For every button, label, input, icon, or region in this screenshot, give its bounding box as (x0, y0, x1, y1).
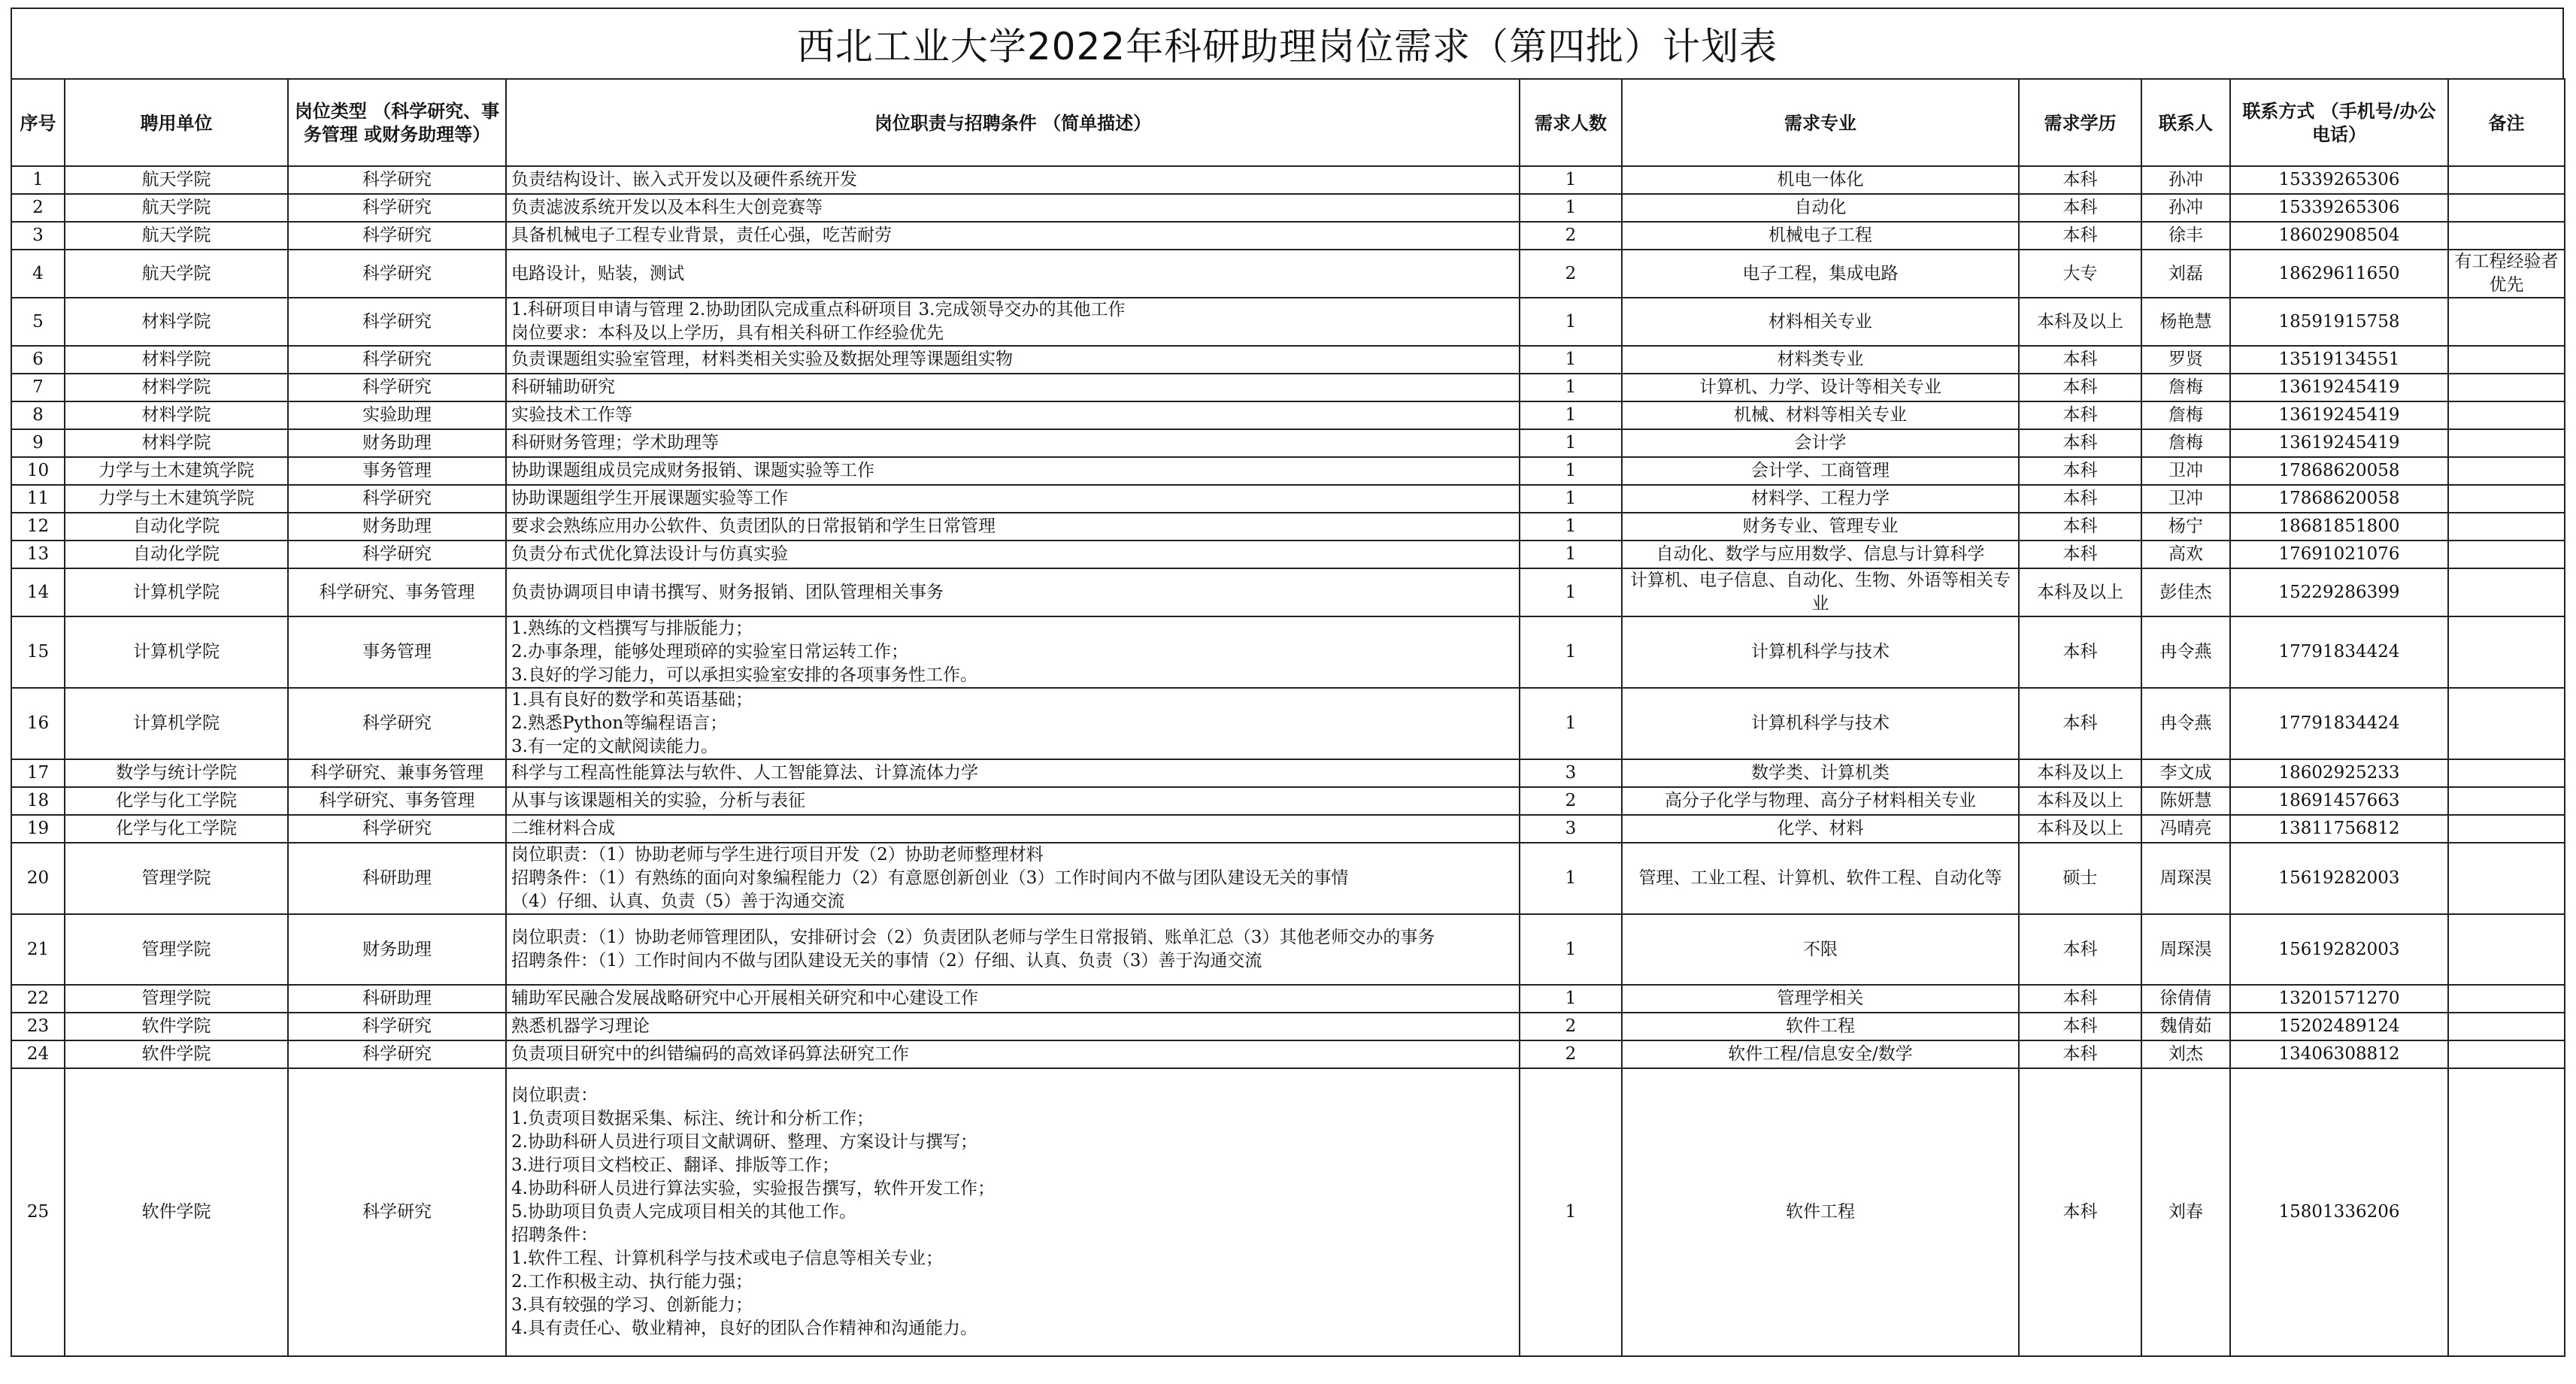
cell-contact: 冉令燕 (2141, 688, 2230, 759)
cell-remark (2448, 914, 2565, 985)
cell-major: 管理学相关 (1622, 985, 2019, 1013)
cell-type: 科学研究、事务管理 (288, 787, 506, 815)
table-row (11, 1013, 2565, 1040)
cell-degree: 本科及以上 (2019, 759, 2141, 787)
cell-remark (2448, 166, 2565, 194)
cell-type: 科学研究 (288, 1013, 506, 1040)
cell-type: 科学研究 (288, 815, 506, 843)
cell-index: 1 (11, 166, 65, 194)
cell-index: 10 (11, 457, 65, 485)
cell-remark (2448, 485, 2565, 513)
cell-unit: 自动化学院 (65, 513, 288, 541)
cell-duties: 1.具有良好的数学和英语基础； 2.熟悉Python等编程语言； 3.有一定的文献阅读能力。 (506, 688, 1520, 759)
cell-degree: 本科 (2019, 1013, 2141, 1040)
cell-degree: 本科 (2019, 429, 2141, 457)
cell-index: 2 (11, 194, 65, 222)
cell-phone: 18681851800 (2230, 513, 2448, 541)
cell-major: 材料相关专业 (1622, 298, 2019, 346)
cell-count: 1 (1520, 1068, 1622, 1356)
cell-unit: 化学与化工学院 (65, 787, 288, 815)
cell-unit: 航天学院 (65, 250, 288, 298)
cell-duties: 实验技术工作等 (506, 401, 1520, 429)
cell-index: 19 (11, 815, 65, 843)
cell-contact: 杨艳慧 (2141, 298, 2230, 346)
cell-phone: 17868620058 (2230, 457, 2448, 485)
cell-contact: 詹梅 (2141, 374, 2230, 401)
cell-count: 1 (1520, 194, 1622, 222)
cell-unit: 软件学院 (65, 1068, 288, 1356)
cell-unit: 力学与土木建筑学院 (65, 485, 288, 513)
cell-remark (2448, 541, 2565, 568)
cell-index: 4 (11, 250, 65, 298)
cell-contact: 徐丰 (2141, 222, 2230, 250)
table-row (11, 346, 2565, 374)
cell-contact: 周琛淏 (2141, 843, 2230, 914)
cell-type: 科学研究 (288, 485, 506, 513)
cell-major: 会计学 (1622, 429, 2019, 457)
cell-unit: 软件学院 (65, 1040, 288, 1068)
cell-type: 科学研究 (288, 374, 506, 401)
cell-index: 17 (11, 759, 65, 787)
cell-remark (2448, 429, 2565, 457)
cell-type: 科学研究 (288, 298, 506, 346)
cell-remark (2448, 457, 2565, 485)
table-row (11, 222, 2565, 250)
cell-degree: 本科 (2019, 485, 2141, 513)
table-row (11, 759, 2565, 787)
cell-type: 科学研究 (288, 346, 506, 374)
cell-unit: 管理学院 (65, 914, 288, 985)
cell-phone: 15619282003 (2230, 914, 2448, 985)
table-row (11, 457, 2565, 485)
cell-degree: 本科 (2019, 222, 2141, 250)
cell-contact: 魏倩茹 (2141, 1013, 2230, 1040)
cell-duties: 负责分布式优化算法设计与仿真实验 (506, 541, 1520, 568)
cell-remark (2448, 1013, 2565, 1040)
cell-degree: 本科 (2019, 688, 2141, 759)
cell-contact: 高欢 (2141, 541, 2230, 568)
cell-degree: 本科 (2019, 374, 2141, 401)
table-row (11, 401, 2565, 429)
header-row (11, 79, 2565, 166)
cell-count: 1 (1520, 843, 1622, 914)
cell-count: 1 (1520, 688, 1622, 759)
table-row (11, 985, 2565, 1013)
cell-unit: 计算机学院 (65, 688, 288, 759)
cell-duties: 负责课题组实验室管理，材料类相关实验及数据处理等课题组实物 (506, 346, 1520, 374)
cell-type: 科研助理 (288, 985, 506, 1013)
cell-count: 1 (1520, 429, 1622, 457)
cell-phone: 15801336206 (2230, 1068, 2448, 1356)
cell-duties: 协助课题组学生开展课题实验等工作 (506, 485, 1520, 513)
cell-index: 7 (11, 374, 65, 401)
table-row (11, 787, 2565, 815)
cell-phone: 18629611650 (2230, 250, 2448, 298)
cell-major: 计算机科学与技术 (1622, 688, 2019, 759)
cell-unit: 管理学院 (65, 843, 288, 914)
table-row (11, 616, 2565, 688)
table-row (11, 1040, 2565, 1068)
cell-phone: 17791834424 (2230, 688, 2448, 759)
cell-index: 20 (11, 843, 65, 914)
cell-remark (2448, 815, 2565, 843)
cell-index: 8 (11, 401, 65, 429)
cell-major: 软件工程/信息安全/数学 (1622, 1040, 2019, 1068)
cell-type: 实验助理 (288, 401, 506, 429)
cell-phone: 17868620058 (2230, 485, 2448, 513)
cell-duties: 熟悉机器学习理论 (506, 1013, 1520, 1040)
table-row (11, 815, 2565, 843)
cell-count: 1 (1520, 568, 1622, 616)
cell-duties: 具备机械电子工程专业背景，责任心强，吃苦耐劳 (506, 222, 1520, 250)
cell-unit: 力学与土木建筑学院 (65, 457, 288, 485)
header-cell-count: 需求人数 (1520, 79, 1622, 166)
table-row (11, 513, 2565, 541)
table-row (11, 250, 2565, 298)
spreadsheet (11, 8, 2564, 1357)
cell-major: 不限 (1622, 914, 2019, 985)
cell-duties: 1.熟练的文档撰写与排版能力； 2.办事条理，能够处理琐碎的实验室日常运转工作； 3.良好的学习能力，可以承担实验室安排的各项事务性工作。 (506, 616, 1520, 688)
cell-count: 1 (1520, 513, 1622, 541)
table-row (11, 843, 2565, 914)
cell-contact: 卫冲 (2141, 485, 2230, 513)
cell-major: 机械、材料等相关专业 (1622, 401, 2019, 429)
cell-duties: 负责滤波系统开发以及本科生大创竞赛等 (506, 194, 1520, 222)
cell-index: 15 (11, 616, 65, 688)
cell-remark (2448, 759, 2565, 787)
cell-count: 1 (1520, 616, 1622, 688)
header-cell-major: 需求专业 (1622, 79, 2019, 166)
cell-major: 计算机、力学、设计等相关专业 (1622, 374, 2019, 401)
cell-major: 自动化、数学与应用数学、信息与计算科学 (1622, 541, 2019, 568)
table-row (11, 166, 2565, 194)
cell-phone: 15202489124 (2230, 1013, 2448, 1040)
header-cell-contact: 联系人 (2141, 79, 2230, 166)
cell-type: 科学研究 (288, 688, 506, 759)
cell-remark (2448, 688, 2565, 759)
cell-count: 2 (1520, 1040, 1622, 1068)
header-cell-degree: 需求学历 (2019, 79, 2141, 166)
cell-contact: 刘磊 (2141, 250, 2230, 298)
table-row (11, 298, 2565, 346)
cell-index: 25 (11, 1068, 65, 1356)
cell-duties: 岗位职责：（1）协助老师与学生进行项目开发（2）协助老师整理材料 招聘条件：（1）有熟练的面向对象编程能力（2）有意愿创新创业（3）工作时间内不做与团队建设无关的事情 （4）仔细、认真、负责（5）善于沟通交流 (506, 843, 1520, 914)
cell-contact: 杨宁 (2141, 513, 2230, 541)
cell-phone: 13619245419 (2230, 401, 2448, 429)
cell-duties: 电路设计，贴装，测试 (506, 250, 1520, 298)
cell-major: 管理、工业工程、计算机、软件工程、自动化等 (1622, 843, 2019, 914)
cell-unit: 材料学院 (65, 298, 288, 346)
cell-contact: 孙冲 (2141, 194, 2230, 222)
cell-count: 1 (1520, 298, 1622, 346)
cell-degree: 本科 (2019, 401, 2141, 429)
cell-phone: 18591915758 (2230, 298, 2448, 346)
cell-remark (2448, 346, 2565, 374)
cell-index: 13 (11, 541, 65, 568)
cell-duties: 从事与该课题相关的实验，分析与表征 (506, 787, 1520, 815)
cell-unit: 计算机学院 (65, 616, 288, 688)
cell-remark (2448, 513, 2565, 541)
cell-major: 软件工程 (1622, 1068, 2019, 1356)
header-cell-unit: 聘用单位 (65, 79, 288, 166)
cell-duties: 负责结构设计、嵌入式开发以及硬件系统开发 (506, 166, 1520, 194)
header-cell-index: 序号 (11, 79, 65, 166)
cell-major: 化学、材料 (1622, 815, 2019, 843)
cell-count: 1 (1520, 485, 1622, 513)
table-row (11, 194, 2565, 222)
cell-index: 12 (11, 513, 65, 541)
cell-degree: 大专 (2019, 250, 2141, 298)
cell-degree: 本科 (2019, 1068, 2141, 1356)
cell-unit: 计算机学院 (65, 568, 288, 616)
cell-duties: 协助课题组成员完成财务报销、课题实验等工作 (506, 457, 1520, 485)
cell-index: 16 (11, 688, 65, 759)
cell-contact: 詹梅 (2141, 401, 2230, 429)
cell-count: 2 (1520, 787, 1622, 815)
cell-degree: 本科 (2019, 513, 2141, 541)
cell-degree: 本科 (2019, 194, 2141, 222)
cell-unit: 化学与化工学院 (65, 815, 288, 843)
cell-degree: 本科 (2019, 914, 2141, 985)
cell-contact: 彭佳杰 (2141, 568, 2230, 616)
cell-contact: 罗贤 (2141, 346, 2230, 374)
table-body (11, 166, 2565, 1356)
cell-phone: 13201571270 (2230, 985, 2448, 1013)
cell-count: 3 (1520, 759, 1622, 787)
cell-degree: 本科 (2019, 1040, 2141, 1068)
cell-index: 18 (11, 787, 65, 815)
cell-type: 科学研究、事务管理 (288, 568, 506, 616)
cell-remark (2448, 401, 2565, 429)
cell-unit: 自动化学院 (65, 541, 288, 568)
cell-phone: 18691457663 (2230, 787, 2448, 815)
cell-type: 科学研究、兼事务管理 (288, 759, 506, 787)
cell-index: 22 (11, 985, 65, 1013)
cell-count: 1 (1520, 985, 1622, 1013)
cell-phone: 18602925233 (2230, 759, 2448, 787)
cell-duties: 科研辅助研究 (506, 374, 1520, 401)
cell-type: 财务助理 (288, 429, 506, 457)
cell-contact: 周琛淏 (2141, 914, 2230, 985)
cell-index: 14 (11, 568, 65, 616)
cell-degree: 本科及以上 (2019, 815, 2141, 843)
table-row (11, 485, 2565, 513)
cell-degree: 本科 (2019, 616, 2141, 688)
cell-count: 2 (1520, 222, 1622, 250)
cell-type: 事务管理 (288, 616, 506, 688)
cell-contact: 卫冲 (2141, 457, 2230, 485)
cell-major: 自动化 (1622, 194, 2019, 222)
cell-contact: 刘春 (2141, 1068, 2230, 1356)
cell-unit: 材料学院 (65, 374, 288, 401)
cell-type: 科学研究 (288, 1068, 506, 1356)
cell-count: 1 (1520, 457, 1622, 485)
cell-index: 11 (11, 485, 65, 513)
cell-remark (2448, 616, 2565, 688)
cell-type: 科学研究 (288, 222, 506, 250)
cell-index: 21 (11, 914, 65, 985)
cell-duties: 二维材料合成 (506, 815, 1520, 843)
cell-type: 科学研究 (288, 194, 506, 222)
cell-major: 材料学、工程力学 (1622, 485, 2019, 513)
cell-duties: 科学与工程高性能算法与软件、人工智能算法、计算流体力学 (506, 759, 1520, 787)
cell-degree: 本科及以上 (2019, 298, 2141, 346)
cell-phone: 17791834424 (2230, 616, 2448, 688)
cell-contact: 孙冲 (2141, 166, 2230, 194)
cell-unit: 管理学院 (65, 985, 288, 1013)
cell-type: 科学研究 (288, 250, 506, 298)
cell-remark (2448, 1040, 2565, 1068)
cell-remark (2448, 374, 2565, 401)
cell-index: 23 (11, 1013, 65, 1040)
cell-phone: 15619282003 (2230, 843, 2448, 914)
cell-phone: 13519134551 (2230, 346, 2448, 374)
cell-duties: 负责项目研究中的纠错编码的高效译码算法研究工作 (506, 1040, 1520, 1068)
cell-phone: 13619245419 (2230, 374, 2448, 401)
cell-major: 机械电子工程 (1622, 222, 2019, 250)
table-row (11, 429, 2565, 457)
cell-major: 高分子化学与物理、高分子材料相关专业 (1622, 787, 2019, 815)
cell-contact: 冯晴亮 (2141, 815, 2230, 843)
cell-degree: 硕士 (2019, 843, 2141, 914)
cell-major: 材料类专业 (1622, 346, 2019, 374)
table-row (11, 568, 2565, 616)
cell-duties: 岗位职责：（1）协助老师管理团队，安排研讨会（2）负责团队老师与学生日常报销、账单汇总（3）其他老师交办的事务 招聘条件：（1）工作时间内不做与团队建设无关的事情（2）仔细、认真、负责（3）善于沟通交流 (506, 914, 1520, 985)
cell-degree: 本科 (2019, 346, 2141, 374)
cell-index: 6 (11, 346, 65, 374)
cell-contact: 冉令燕 (2141, 616, 2230, 688)
table-row (11, 541, 2565, 568)
cell-contact: 刘杰 (2141, 1040, 2230, 1068)
cell-phone: 18602908504 (2230, 222, 2448, 250)
cell-unit: 软件学院 (65, 1013, 288, 1040)
cell-major: 电子工程，集成电路 (1622, 250, 2019, 298)
cell-remark (2448, 568, 2565, 616)
cell-type: 科学研究 (288, 1040, 506, 1068)
cell-unit: 材料学院 (65, 401, 288, 429)
cell-unit: 材料学院 (65, 429, 288, 457)
plan-table (11, 78, 2565, 1357)
cell-remark (2448, 1068, 2565, 1356)
header-cell-remark: 备注 (2448, 79, 2565, 166)
cell-phone: 13406308812 (2230, 1040, 2448, 1068)
cell-duties: 要求会熟练应用办公软件、负责团队的日常报销和学生日常管理 (506, 513, 1520, 541)
cell-remark (2448, 222, 2565, 250)
table-row (11, 688, 2565, 759)
cell-index: 5 (11, 298, 65, 346)
page-title: 西北工业大学2022年科研助理岗位需求（第四批）计划表 (11, 8, 2564, 78)
cell-phone: 13811756812 (2230, 815, 2448, 843)
cell-remark (2448, 787, 2565, 815)
cell-count: 2 (1520, 1013, 1622, 1040)
cell-phone: 15229286399 (2230, 568, 2448, 616)
cell-degree: 本科及以上 (2019, 568, 2141, 616)
cell-major: 软件工程 (1622, 1013, 2019, 1040)
cell-remark (2448, 194, 2565, 222)
cell-count: 3 (1520, 815, 1622, 843)
cell-unit: 航天学院 (65, 166, 288, 194)
cell-major: 计算机、电子信息、自动化、生物、外语等相关专业 (1622, 568, 2019, 616)
cell-type: 事务管理 (288, 457, 506, 485)
cell-contact: 陈妍慧 (2141, 787, 2230, 815)
cell-count: 1 (1520, 401, 1622, 429)
cell-count: 1 (1520, 914, 1622, 985)
cell-duties: 科研财务管理；学术助理等 (506, 429, 1520, 457)
cell-unit: 航天学院 (65, 222, 288, 250)
cell-type: 科学研究 (288, 541, 506, 568)
cell-index: 3 (11, 222, 65, 250)
cell-index: 9 (11, 429, 65, 457)
header-cell-phone: 联系方式 （手机号/办公电话） (2230, 79, 2448, 166)
cell-major: 计算机科学与技术 (1622, 616, 2019, 688)
cell-degree: 本科及以上 (2019, 787, 2141, 815)
table-row (11, 914, 2565, 985)
cell-major: 数学类、计算机类 (1622, 759, 2019, 787)
cell-remark (2448, 298, 2565, 346)
cell-unit: 材料学院 (65, 346, 288, 374)
cell-contact: 詹梅 (2141, 429, 2230, 457)
cell-duties: 1.科研项目申请与管理 2.协助团队完成重点科研项目 3.完成领导交办的其他工作 岗位要求：本科及以上学历，具有相关科研工作经验优先 (506, 298, 1520, 346)
cell-count: 1 (1520, 346, 1622, 374)
cell-type: 财务助理 (288, 513, 506, 541)
cell-phone: 17691021076 (2230, 541, 2448, 568)
cell-remark (2448, 985, 2565, 1013)
cell-degree: 本科 (2019, 985, 2141, 1013)
cell-duties: 负责协调项目申请书撰写、财务报销、团队管理相关事务 (506, 568, 1520, 616)
cell-major: 财务专业、管理专业 (1622, 513, 2019, 541)
cell-type: 科学研究 (288, 166, 506, 194)
cell-phone: 15339265306 (2230, 166, 2448, 194)
cell-major: 会计学、工商管理 (1622, 457, 2019, 485)
cell-count: 1 (1520, 166, 1622, 194)
cell-degree: 本科 (2019, 166, 2141, 194)
cell-major: 机电一体化 (1622, 166, 2019, 194)
cell-duties: 辅助军民融合发展战略研究中心开展相关研究和中心建设工作 (506, 985, 1520, 1013)
cell-degree: 本科 (2019, 541, 2141, 568)
cell-remark (2448, 843, 2565, 914)
table-row (11, 374, 2565, 401)
cell-phone: 13619245419 (2230, 429, 2448, 457)
cell-count: 1 (1520, 541, 1622, 568)
cell-unit: 数学与统计学院 (65, 759, 288, 787)
cell-duties: 岗位职责： 1.负责项目数据采集、标注、统计和分析工作； 2.协助科研人员进行项目文献调研、整理、方案设计与撰写； 3.进行项目文档校正、翻译、排版等工作； 4.协助科研人员进行算法实验，实验报告撰写，软件开发工作； 5.协助项目负责人完成项目相关的其他工作。 招聘条件： 1.软件工程、计算机科学与技术或电子信息等相关专业； 2.工作积极主动、执行能力强； 3.具有较强的学习、创新能力； 4.具有责任心、敬业精神，良好的团队合作精神和沟通能力。 (506, 1068, 1520, 1356)
cell-contact: 李文成 (2141, 759, 2230, 787)
cell-type: 财务助理 (288, 914, 506, 985)
cell-phone: 15339265306 (2230, 194, 2448, 222)
cell-contact: 徐倩倩 (2141, 985, 2230, 1013)
cell-index: 24 (11, 1040, 65, 1068)
cell-count: 1 (1520, 374, 1622, 401)
cell-count: 2 (1520, 250, 1622, 298)
cell-remark: 有工程经验者优先 (2448, 250, 2565, 298)
table-row (11, 1068, 2565, 1356)
cell-type: 科研助理 (288, 843, 506, 914)
cell-degree: 本科 (2019, 457, 2141, 485)
header-cell-duties: 岗位职责与招聘条件 （简单描述） (506, 79, 1520, 166)
header-cell-type: 岗位类型 （科学研究、事务管理 或财务助理等） (288, 79, 506, 166)
cell-unit: 航天学院 (65, 194, 288, 222)
